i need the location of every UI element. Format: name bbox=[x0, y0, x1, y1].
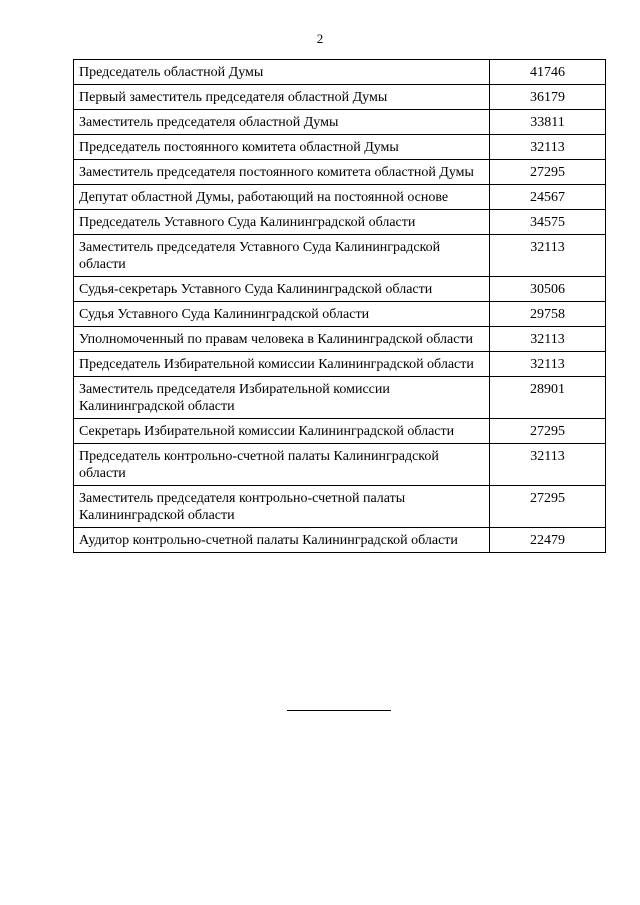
position-cell: Председатель Уставного Суда Калининградской области bbox=[74, 210, 490, 235]
table-row bbox=[74, 419, 606, 444]
amount-cell: 32113 bbox=[490, 235, 606, 277]
table-row bbox=[74, 210, 606, 235]
position-cell: Депутат областной Думы, работающий на постоянной основе bbox=[74, 185, 490, 210]
position-cell: Заместитель председателя Избирательной комиссии Калининградской области bbox=[74, 377, 490, 419]
table-row bbox=[74, 528, 606, 553]
table-row bbox=[74, 302, 606, 327]
position-cell: Председатель областной Думы bbox=[74, 60, 490, 85]
table-row bbox=[74, 486, 606, 528]
amount-cell: 32113 bbox=[490, 444, 606, 486]
table-row bbox=[74, 110, 606, 135]
table-row bbox=[74, 235, 606, 277]
amount-cell: 32113 bbox=[490, 352, 606, 377]
position-cell: Судья Уставного Суда Калининградской области bbox=[74, 302, 490, 327]
amount-cell: 24567 bbox=[490, 185, 606, 210]
table-row bbox=[74, 444, 606, 486]
table-row bbox=[74, 160, 606, 185]
position-cell: Председатель постоянного комитета областной Думы bbox=[74, 135, 490, 160]
amount-cell: 27295 bbox=[490, 486, 606, 528]
salary-table bbox=[73, 59, 606, 553]
position-cell: Председатель Избирательной комиссии Калининградской области bbox=[74, 352, 490, 377]
position-cell: Председатель контрольно-счетной палаты Калининградской области bbox=[74, 444, 490, 486]
table-row bbox=[74, 277, 606, 302]
position-cell: Заместитель председателя постоянного комитета областной Думы bbox=[74, 160, 490, 185]
table-row bbox=[74, 352, 606, 377]
position-cell: Аудитор контрольно-счетной палаты Калининградской области bbox=[74, 528, 490, 553]
position-cell: Заместитель председателя Уставного Суда Калининградской области bbox=[74, 235, 490, 277]
amount-cell: 27295 bbox=[490, 419, 606, 444]
table-row bbox=[74, 85, 606, 110]
position-cell: Заместитель председателя областной Думы bbox=[74, 110, 490, 135]
amount-cell: 22479 bbox=[490, 528, 606, 553]
table-row bbox=[74, 135, 606, 160]
end-separator-line bbox=[287, 710, 391, 711]
amount-cell: 36179 bbox=[490, 85, 606, 110]
position-cell: Уполномоченный по правам человека в Калининградской области bbox=[74, 327, 490, 352]
page-number: 2 bbox=[316, 31, 324, 46]
amount-cell: 32113 bbox=[490, 135, 606, 160]
amount-cell: 30506 bbox=[490, 277, 606, 302]
amount-cell: 32113 bbox=[490, 327, 606, 352]
table-row bbox=[74, 377, 606, 419]
amount-cell: 33811 bbox=[490, 110, 606, 135]
amount-cell: 41746 bbox=[490, 60, 606, 85]
position-cell: Первый заместитель председателя областной Думы bbox=[74, 85, 490, 110]
amount-cell: 27295 bbox=[490, 160, 606, 185]
amount-cell: 28901 bbox=[490, 377, 606, 419]
position-cell: Судья-секретарь Уставного Суда Калининградской области bbox=[74, 277, 490, 302]
amount-cell: 34575 bbox=[490, 210, 606, 235]
amount-cell: 29758 bbox=[490, 302, 606, 327]
position-cell: Секретарь Избирательной комиссии Калининградской области bbox=[74, 419, 490, 444]
table-row bbox=[74, 327, 606, 352]
table-row bbox=[74, 185, 606, 210]
table-row bbox=[74, 60, 606, 85]
position-cell: Заместитель председателя контрольно-счетной палаты Калининградской области bbox=[74, 486, 490, 528]
